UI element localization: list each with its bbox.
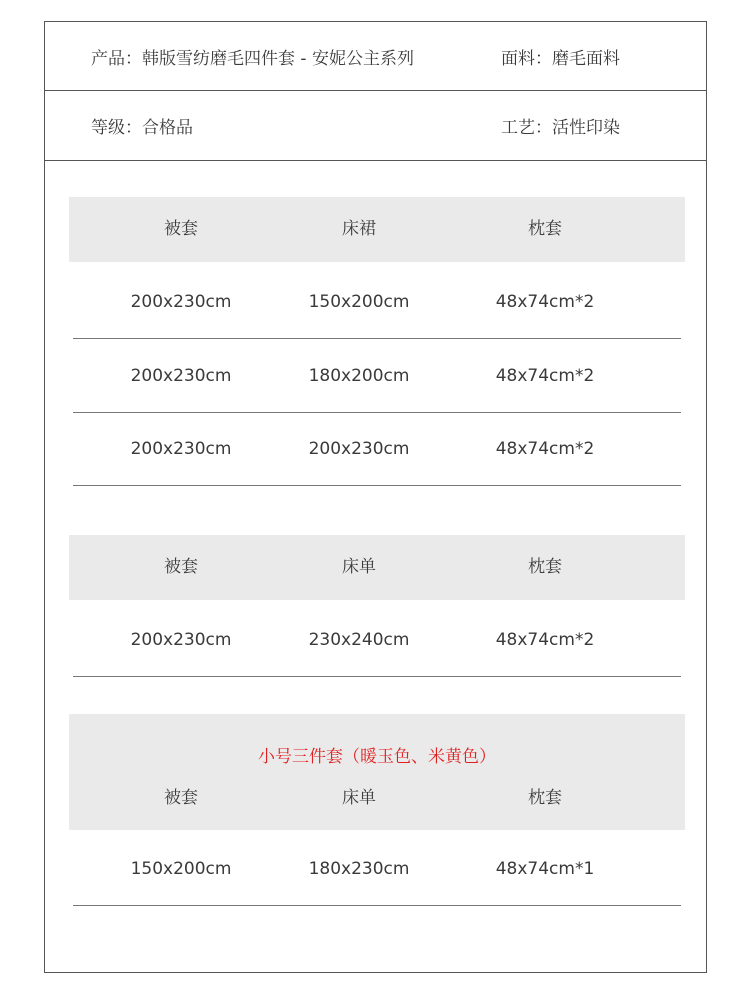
size-table-2 <box>69 535 685 677</box>
table-cell: 200x230cm <box>308 439 410 459</box>
table-cell: 150x200cm <box>130 859 232 879</box>
header-cell: 枕套 <box>528 557 562 577</box>
info-row-2 <box>45 91 706 161</box>
table-row <box>73 265 681 339</box>
table-cell: 180x200cm <box>308 366 410 386</box>
table-header <box>69 714 685 830</box>
header-cell: 被套 <box>164 788 198 808</box>
small-set-note: 小号三件套（暖玉色、米黄色） <box>258 747 496 767</box>
table-cell: 230x240cm <box>308 630 410 650</box>
table-row <box>73 832 681 906</box>
table-cell: 200x230cm <box>130 630 232 650</box>
header-cell: 床单 <box>342 788 376 808</box>
spec-sheet <box>44 21 707 973</box>
table-row <box>73 603 681 677</box>
craft-info: 工艺：活性印染 <box>501 118 620 138</box>
table-cell: 48x74cm*2 <box>495 439 595 459</box>
table-header <box>69 535 685 600</box>
header-cell: 床单 <box>342 557 376 577</box>
table-row <box>73 339 681 413</box>
size-table-3 <box>69 714 685 907</box>
info-row-1 <box>45 22 706 91</box>
grade-info: 等级：合格品 <box>91 118 193 138</box>
header-cell: 被套 <box>164 219 198 239</box>
table-cell: 48x74cm*2 <box>495 630 595 650</box>
table-cell: 150x200cm <box>308 292 410 312</box>
table-cell: 200x230cm <box>130 292 232 312</box>
header-cell: 被套 <box>164 557 198 577</box>
table-cell: 200x230cm <box>130 366 232 386</box>
fabric-info: 面料：磨毛面料 <box>501 48 620 69</box>
table-cell: 48x74cm*1 <box>495 859 595 879</box>
header-cell: 枕套 <box>528 219 562 239</box>
table-cell: 48x74cm*2 <box>495 292 595 312</box>
table-cell: 200x230cm <box>130 439 232 459</box>
table-cell: 180x230cm <box>308 859 410 879</box>
table-row <box>73 412 681 486</box>
table-cell: 48x74cm*2 <box>495 366 595 386</box>
size-table-1 <box>69 197 685 486</box>
header-cell: 床裙 <box>342 219 376 239</box>
table-header <box>69 197 685 262</box>
product-name: 产品：韩版雪纺磨毛四件套 - 安妮公主系列 <box>91 48 414 69</box>
header-cell: 枕套 <box>528 788 562 808</box>
